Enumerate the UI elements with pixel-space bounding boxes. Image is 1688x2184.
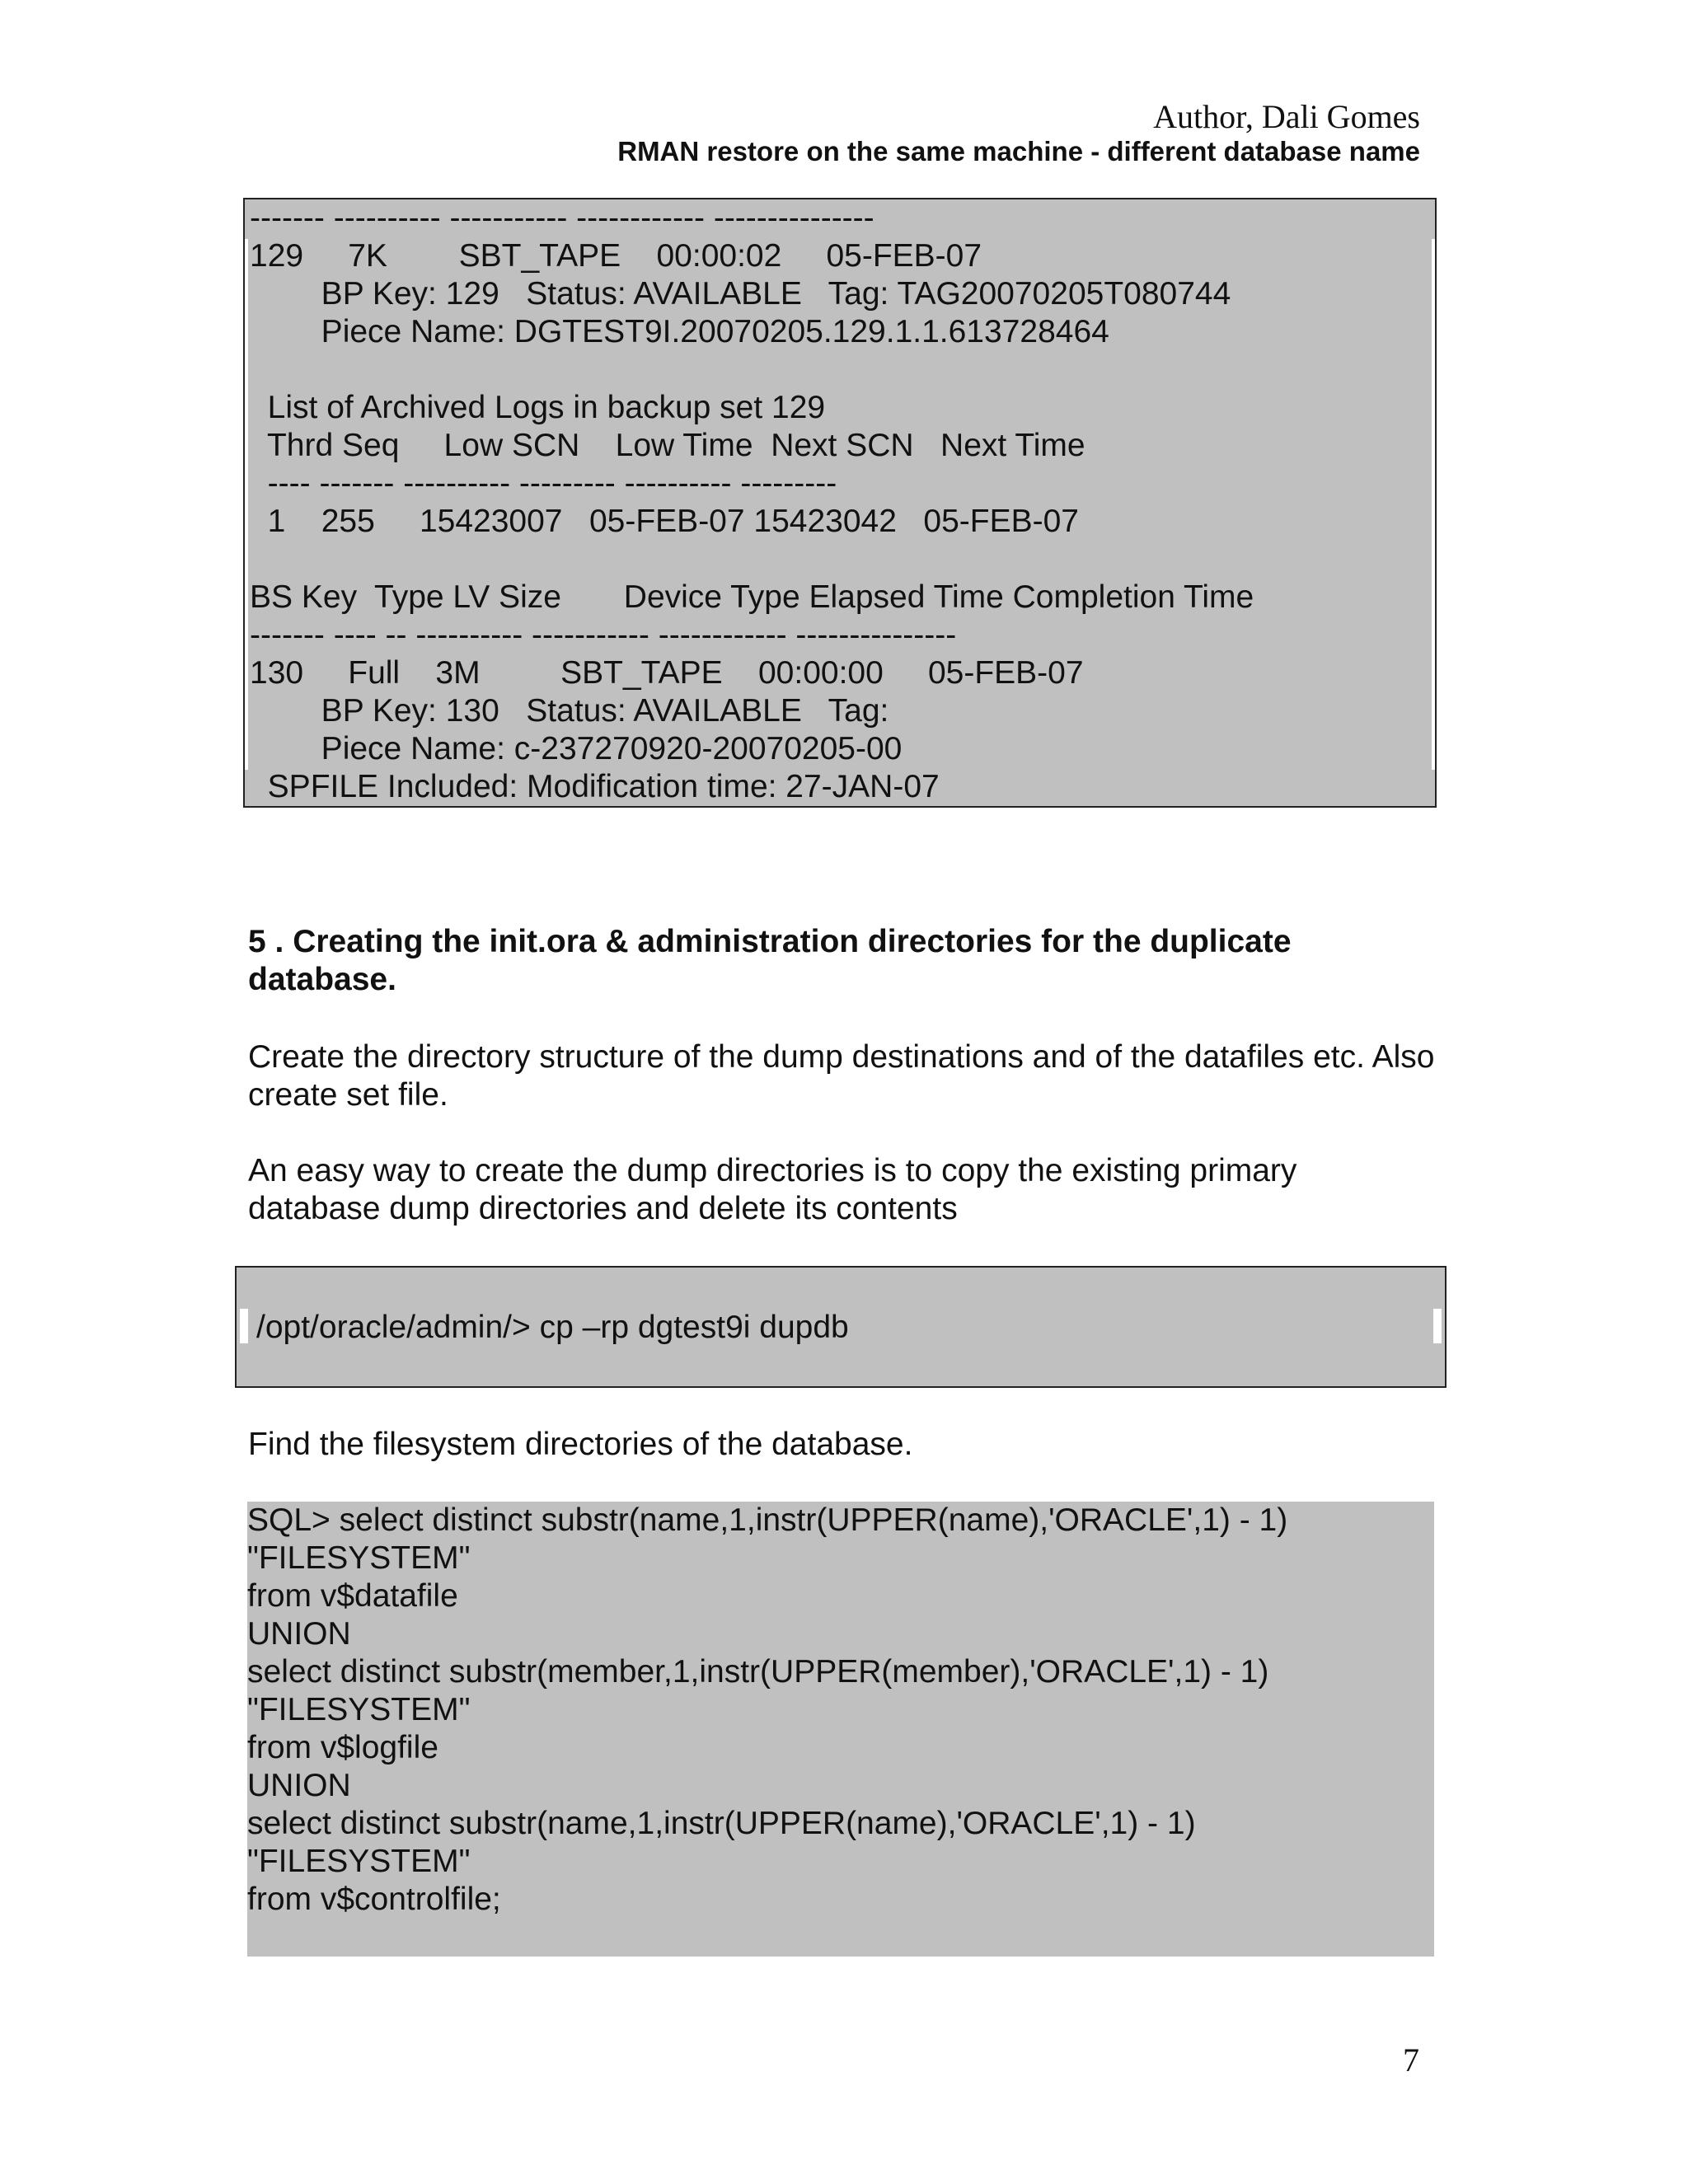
sql-line: select distinct substr(member,1,instr(UPPER(member),'ORACLE',1) - 1) [247,1654,1269,1690]
listing-line: Piece Name: c-237270920-20070205-00 [250,731,903,766]
page-number: 7 [1403,2041,1419,2079]
sql-line: "FILESYSTEM" [247,1540,471,1576]
backup-listing-box [243,198,1437,808]
listing-line: ------- ---------- ----------- ------------ --------------- [250,200,874,236]
listing-line: ---- ------- ---------- --------- ---------- --------- [250,466,837,501]
listing-line: Thrd Seq Low SCN Low Time Next SCN Next Time [250,428,1085,463]
copy-command: /opt/oracle/admin/> cp –rp dgtest9i dupdb [256,1310,849,1345]
listing-line: List of Archived Logs in backup set 129 [250,390,826,425]
command-box [235,1266,1447,1388]
listing-line: BP Key: 130 Status: AVAILABLE Tag: [250,693,889,729]
listing-line: 1 255 15423007 05-FEB-07 15423042 05-FEB-07 [250,504,1080,539]
sql-line: select distinct substr(name,1,instr(UPPER(name),'ORACLE',1) - 1) [247,1806,1196,1841]
listing-line: BP Key: 129 Status: AVAILABLE Tag: TAG20070205T080744 [250,276,1231,312]
sql-line: "FILESYSTEM" [247,1692,471,1727]
sql-line: from v$logfile [247,1730,438,1765]
listing-line: ------- ---- -- ---------- ----------- ------------ --------------- [250,617,957,653]
backup-listing-text [250,199,1254,806]
box-marker-right [1433,1309,1442,1343]
listing-line: BS Key Type LV Size Device Type Elapsed Time Completion Time [250,579,1254,615]
section-heading: 5 . Creating the init.ora & administration directories for the duplicate database. [248,924,1292,997]
listing-line: SPFILE Included: Modification time: 27-JAN-07 [250,769,940,804]
listing-line: Piece Name: DGTEST9I.20070205.129.1.1.613728464 [250,314,1109,349]
sql-line: UNION [247,1616,351,1652]
box-edge-right [1432,239,1435,770]
document-title: RMAN restore on the same machine - different database name [617,136,1420,166]
paragraph-copy-dump-dirs: An easy way to create the dump directories is to copy the existing primary database dump directories and delete its contents [248,1153,1297,1226]
box-marker-left [240,1309,248,1343]
sql-line: "FILESYSTEM" [247,1844,471,1879]
sql-line: SQL> select distinct substr(name,1,instr(UPPER(name),'ORACLE',1) - 1) [247,1502,1288,1538]
paragraph-find-filesystem: Find the filesystem directories of the database. [248,1427,913,1462]
listing-line: 130 Full 3M SBT_TAPE 00:00:00 05-FEB-07 [250,655,1084,691]
listing-line: 129 7K SBT_TAPE 00:00:02 05-FEB-07 [250,238,982,274]
sql-query-text [247,1502,1287,1919]
sql-line: UNION [247,1768,351,1803]
author-line: Author, Dali Gomes [1153,98,1420,135]
box-edge-left [245,239,248,770]
sql-line: from v$controlfile; [247,1882,501,1917]
paragraph-directory-structure: Create the directory structure of the dump destinations and of the datafiles etc. Also create set file. [248,1039,1435,1113]
sql-query-box [247,1502,1434,1957]
sql-line: from v$datafile [247,1578,458,1614]
